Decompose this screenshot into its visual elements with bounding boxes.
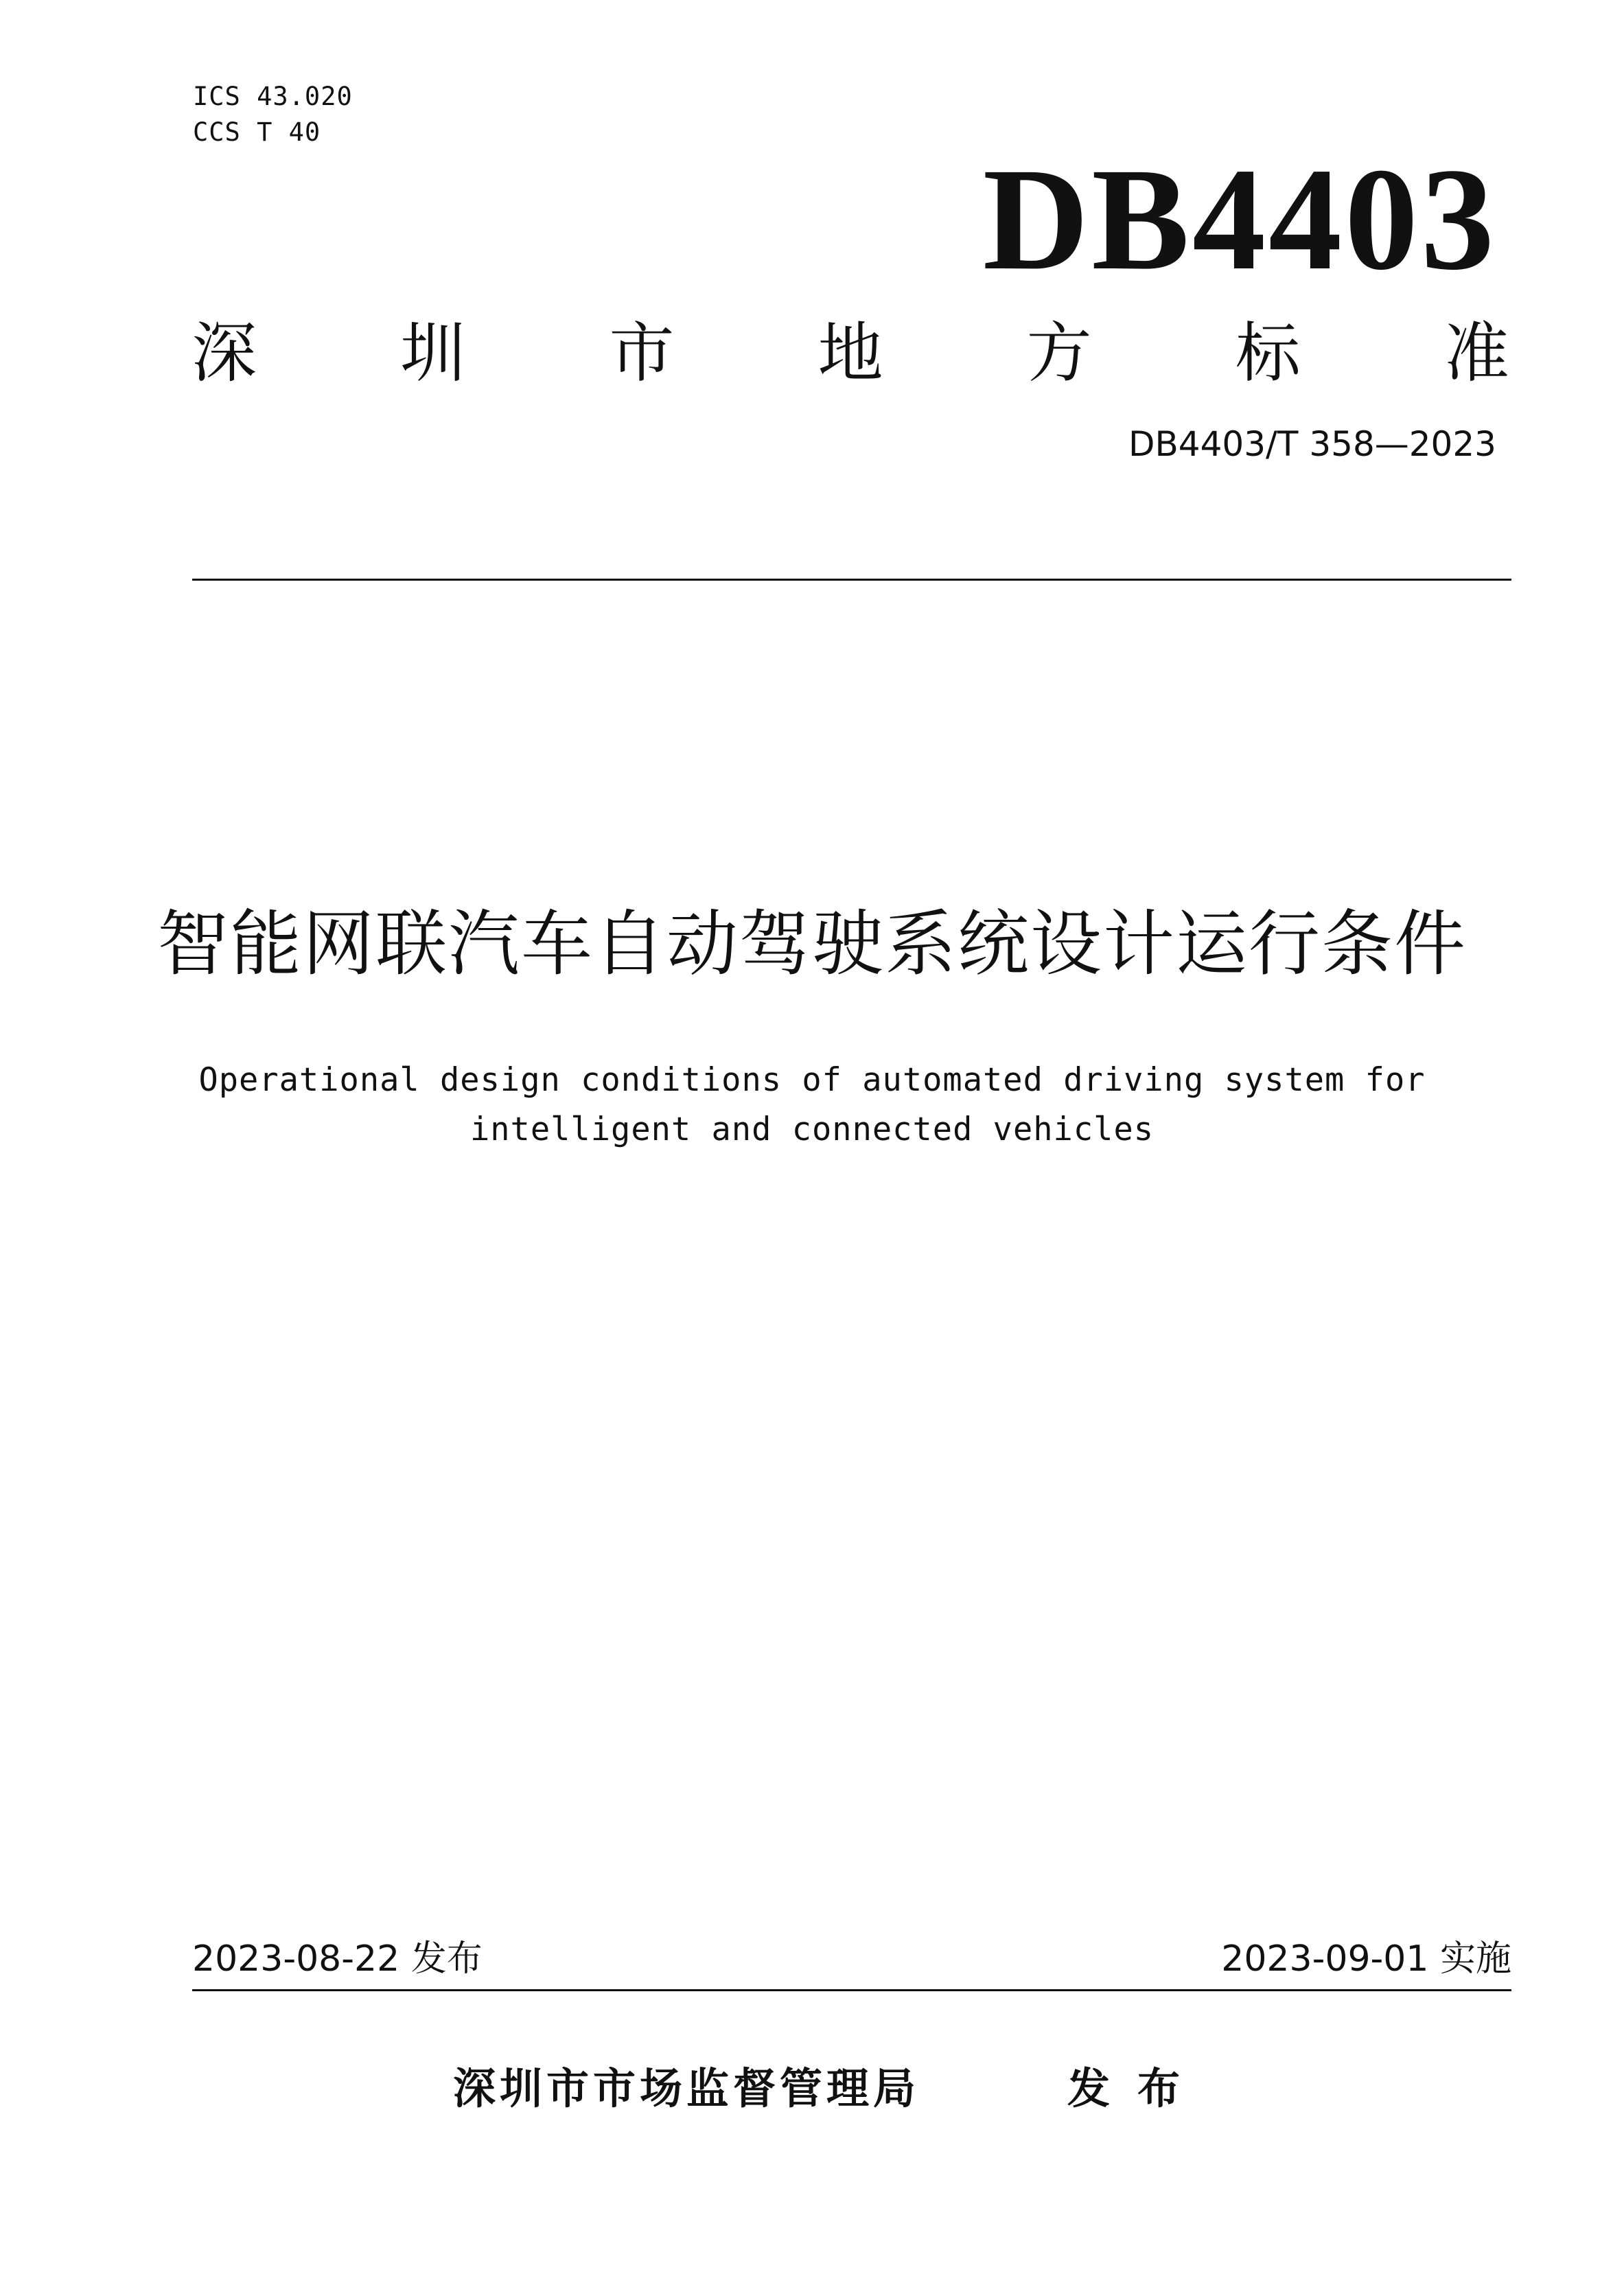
standard-type-char: 圳 <box>400 316 466 391</box>
document-title-english <box>0 1056 1624 1155</box>
implementation-date: 2023-09-01 实施 <box>1221 1938 1511 1980</box>
ccs-code: CCS T 40 <box>193 117 321 147</box>
top-divider <box>192 579 1511 581</box>
bottom-divider <box>192 1989 1511 1991</box>
issue-date: 2023-08-22 发布 <box>192 1938 483 1980</box>
standard-type-char: 深 <box>192 316 257 391</box>
standard-type-heading <box>192 312 1509 395</box>
document-title-english-line: intelligent and connected vehicles <box>469 1111 1155 1148</box>
standard-type-char: 标 <box>1235 316 1301 391</box>
standard-type-char: 地 <box>817 316 883 391</box>
publisher-name: 深圳市市场监督管理局 <box>453 2063 920 2113</box>
standard-type-char: 市 <box>609 316 675 391</box>
document-title-chinese: 智能网联汽车自动驾驶系统设计运行条件 <box>156 902 1467 986</box>
standard-type-char: 方 <box>1026 316 1092 391</box>
standard-code-logo: DB4403 <box>982 138 1497 301</box>
standard-type-char: 准 <box>1443 316 1509 391</box>
document-title-english-line: Operational design conditions of automated driving system for <box>198 1061 1426 1099</box>
publish-label: 发布 <box>1067 2063 1208 2113</box>
ics-code: ICS 43.020 <box>193 82 353 111</box>
standard-number: DB4403/T 358—2023 <box>1128 424 1496 464</box>
